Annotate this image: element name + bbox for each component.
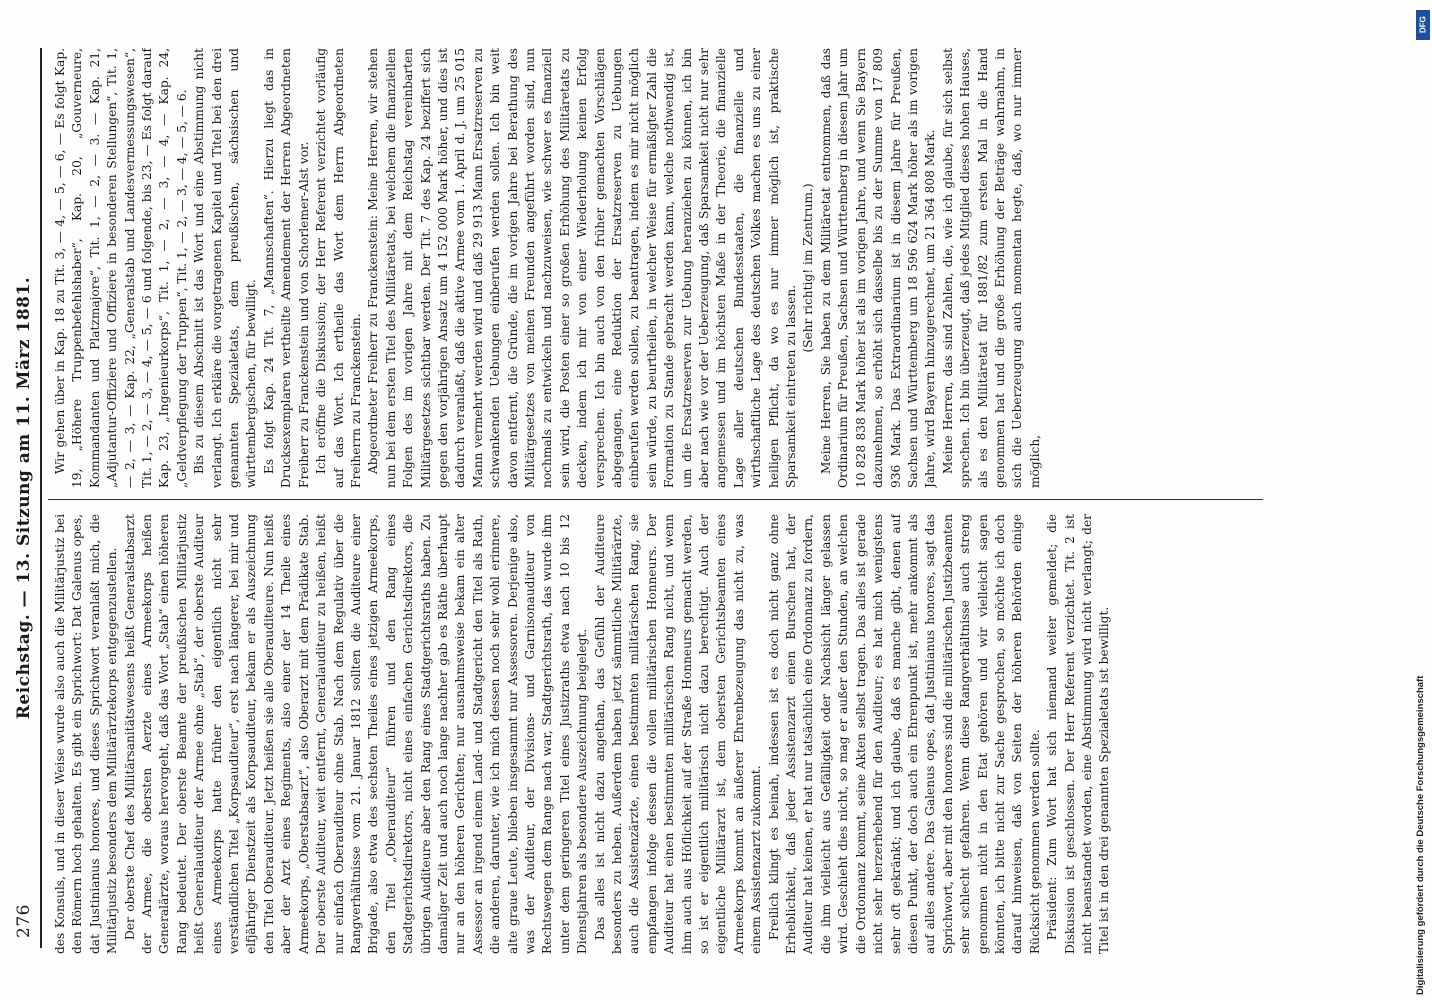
interjection: (Sehr richtig! im Zentrum.) [801,183,816,353]
paragraph: Präsident: Zum Wort hat sich niemand weiter gemeldet; die Diskussion ist geschlossen. Der Herr Referent verzichtet. Tit. 2 ist nicht beanstandet worden, eine Abstimmung wird nicht verlangt; der Titel ist in den drei genannten Spezialetats ist bewilligt. [1045,514,1112,954]
paragraph: Ich eröffne die Diskussion; der Herr Referent verzichtet vorläufig auf das Wort. Ich ertheile das Wort dem Herrn Abgeordneten Freiherrn zu Franckenstein. [314,48,363,488]
paragraph: Der oberste Chef des Militärsanitätswesens heißt Generalstabsarzt der Armee, die obersten Aerzte eines Armeekorps heißen Generalärzte, woraus hervorgeht, daß das Wort „Stab“ einen höheren Rang bedeutet. Der oberste Beamte der preußischen Militärjustiz heißt Generalauditeur der Armee ohne „Stab“, der oberste Auditeur eines Armeekorps hatte früher den eigentlich nicht sehr verständlichen Titel „Korpsauditeur“, erst nach längerer, bei mir und elfjähriger Dienstzeit als Korpsauditeur, bekam er als Auszeichnung den Titel Oberauditeur. Jetzt heißen sie alle Oberauditeure. Nun heißt aber der Arzt eines Regiments, also einer der 14 Theile eines Armeekorps, „Oberstabsarzt“, also Oberarzt mit dem Prädikate Stab. Der oberste Auditeur, weit entfernt, Generalauditeur zu heißen, heißt nur einfach Oberauditeur ohne Stab. Nach dem Regulativ über die Rangverhältnisse vom 21. Januar 1812 sollten die Auditeure einer Brigade, also etwa des sechsten Theiles eines jetzigen Armeekorps, den Titel „Oberauditeur“ führen und den Rang eines Stadtgerichtsdirektors, nicht eines einfachen Gerichtsdirektors, die übrigen Auditeure aber den Rang eines Stadtgerichtsraths haben. Zu damaliger Zeit und auch noch lange nachher gab es Räthe überhaupt nur an den höheren Gerichten; nur ausnahmsweise bekam ein alter Assessor an irgend einem Land- und Stadtgericht den Titel als Rath, die anderen, darunter, wie ich mich dessen noch sehr wohl erinnere, alte graue Leute, blieben insgesammt nur Assessoren. Derjenige also, was der Auditeur, der Divisions- und Garnisonauditeur von Rechtswegen dem Range nach war, Stadtgerichtsrath, das wurde ihm unter dem geringeren Titel eines Justizraths etwa nach 10 bis 12 Dienstjahren als besondere Auszeichnung beigelegt. [122,514,590,954]
paragraph: Abgeordneter Freiherr zu Franckenstein: Meine Herren, wir stehen nun bei dem ersten Titel des Militäretats, bei welchem die finanziellen Folgen des im vorigen Jahre mit dem Reichstag vereinbarten Militärgesetzes sichtbar werden. Der Tit. 7 des Kap. 24 beziffert sich gegen den vorjährigen Ansatz um 4 152 000 Mark höher, und dies ist dadurch veranlaßt, daß die aktive Armee vom 1. April d. J. um 25 015 Mann vermehrt werden wird und daß 29 913 Mann Ersatzreserven zu schwankenden Uebungen einberufen werden sollen. Ich bin weit davon entfernt, die Gründe, die im vorigen Jahre bei Berathung des Militärgesetzes von meinen Freunden angeführt worden sind, nun nochmals zu entwickeln und nachzuweisen, wie schwer es finanziell sein wird, die Posten einer so großen Erhöhung des Militäretats zu decken, indem ich mir von einer Wiederholung keinen Erfolg versprechen. Ich bin auch von den früher gemachten Vorschlägen abgegangen, eine Reduktion der Ersatzreserven zu Uebungen einberufen werden sollen, zu beantragen, indem es mir nicht möglich sein würde, zu beurtheilen, in welcher Weise für ermäßigter Zahl die Formation zu Stande gebracht werden kann, welche nothwendig ist, um die Ersatzreserven zur Uebung heranziehen zu können, ich bin aber nach wie vor der Ueberzeugung, daß Sparsamkeit nicht nur sehr angemessen und im höchsten Maße in der Theorie, die finanzielle Lage aller deutschen Bundesstaaten, die finanzielle und wirthschaftliche Lage des deutschen Volkes machen es uns zu einer heiligen Pflicht, da wo es nur immer möglich ist, praktische Sparsamkeit eintreten zu lassen. [366,48,799,488]
right-column [52,48,1257,488]
paragraph: Meine Herren, das sind Zahlen, die, wie ich glaube, für sich selbst sprechen. Ich bin überzeugt, daß jedes Mitglied dieses hohen Hauses, als es den Militäretat für 1881/82 zum ersten Mal in die Hand genommen hat und die große Erhöhung der Beträge wahrnahm, in sich die Ueberzeugung auch momentan hegte, daß, wo nur immer möglich, [940,48,1042,488]
digitization-credit: Digitalisierung gefördert durch die Deutsche Forschungsgemeinschaft [1415,675,1426,995]
paragraph: Freilich klingt es beinah, indessen ist es doch nicht ganz ohne Erheblichkeit, daß jeder Assistenzarzt einen Burschen hat, der Auditeur hat keinen, er hat nur tatsächlich eine Ordonnanz zu fordern, die ihm vielleicht aus Gefälligkeit oder Nachsicht länger gelassen wird. Geschieht dies nicht, so mag er außer den Stunden, an welchen die Ordonnanz kommt, seine Akten selbst tragen. Das alles ist gerade nicht sehr herzerhebend für den Auditeur; es hat mich wenigstens sehr oft gekränkt; und ich glaube, daß es manche gibt, denen auf diesen Punkt, der doch auch ein Ehrenpunkt ist, mehr ankommt als auf alles andere. Das Galenus opes, dat Justinianus honores, sagt das Sprichwort, aber mit den honores sind die militärischen Justizbeamten sehr schlecht gefahren. Wenn diese Rangverhältnisse auch streng genommen nicht in den Etat gehören und wir vielleicht sagen könnten, ich bitte nicht zur Sache gesprochen, so möchte ich doch darauf hinweisen, daß von Seiten der höheren Behörden einige Rücksicht genommen werden sollte. [766,514,1042,954]
left-column [52,514,1257,954]
paragraph: Wir gehen über in Kap. 18 zu Tit. 3, — 4, — 5, — 6, — Es folgt Kap. 19, „Höhere Truppenbefehlshaber“, Kap. 20, „Gouverneure, Kommandanten und Platzmajore“, Tit. 1, — 2, — 3. — Kap. 21, „Adjutantur-Offiziere und Offiziere in besonderen Stellungen“, Tit. 1, — 2, — 3, — Kap. 22, „Generalstab und Landesvermessungswesen“, Tit. 1, — 2, — 3, — 4, — 5, — 6 und folgende, bis 23, — Es folgt darauf Kap. 23, „Ingenieurkorps“, Tit. 1, — 2, — 3, — 4, — Kap. 24, „Geldverpflegung der Truppen“, Tit. 1, — 2, — 3, — 4, — 5, — 6. [53,48,189,488]
column-divider [48,499,1263,500]
paragraph: des Konsuls, und in dieser Weise wurde also auch die Militärjustiz bei den Römern hoch gehalten. Es gibt ein Sprichwort: Dat Galenus opes, dat Justinianus honores, und dieses Sprichwort veranlaßt mich, die Militärjustiz besonders dem Militärärztekorps entgegenzustellen. [53,514,120,954]
dfg-logo: DFG [1416,10,1430,40]
paragraph: Bis zu diesem Abschnitt ist das Wort und eine Abstimmung nicht verlangt. Ich erkläre die vorgetragenen Kapitel und Titel bei den drei genannten Spezialetats, dem preußischen, sächsischen und württembergischen, für bewilligt. [192,48,259,488]
page-number: 276 [14,904,34,938]
page-title: Reichstag. — 13. Sitzung am 11. März 1881. [14,276,34,720]
paragraph: Das alles ist nicht dazu angethan, das Gefühl der Auditeure besonders zu heben. Außerdem haben jetzt sämmtliche Militärärzte, auch die Assistenzärzte, einen bestimmten militärischen Rang, sie empfangen infolge dessen die vollen militärischen Honneurs. Der Auditeur hat einen bestimmten militärischen Rang nicht, und wenn ihm auch aus Höflichkeit auf der Straße Honneurs gemacht werden, so ist er eigentlich militärisch nicht dazu berechtigt. Auch der eigentliche Militärarzt ist, dem obersten Gerichtsbeamten eines Armeekorps kommt an äußerer Ehrenbezeugung das nicht zu, was einem Assistenzarzt zukommt. [592,514,764,954]
paragraph: Meine Herren, Sie haben zu dem Militäretat entnommen, daß das Ordinarium für Preußen, Sachsen und Württemberg in diesem Jahr um 10 828 838 Mark höher ist als im vorigen Jahre, und wenn Sie Bayern dazunehmen, so erhöht sich dasselbe bis zu der Summe von 17 809 936 Mark. Das Extraordinarium ist in diesem Jahre für Preußen, Sachsen und Württemberg um 18 596 624 Mark höher als im vorigen Jahre, wird Bayern hinzugerechnet, um 21 364 808 Mark. [818,48,938,488]
paragraph: Es folgt Kap. 24 Tit. 7, „Mannschaften“. Hierzu liegt das in Drucksexemplaren vertheilte Amendement der Herren Abgeordneten Freiherr zu Franckenstein und von Schorlemer-Alst vor. [261,48,311,488]
page-header [10,48,42,948]
